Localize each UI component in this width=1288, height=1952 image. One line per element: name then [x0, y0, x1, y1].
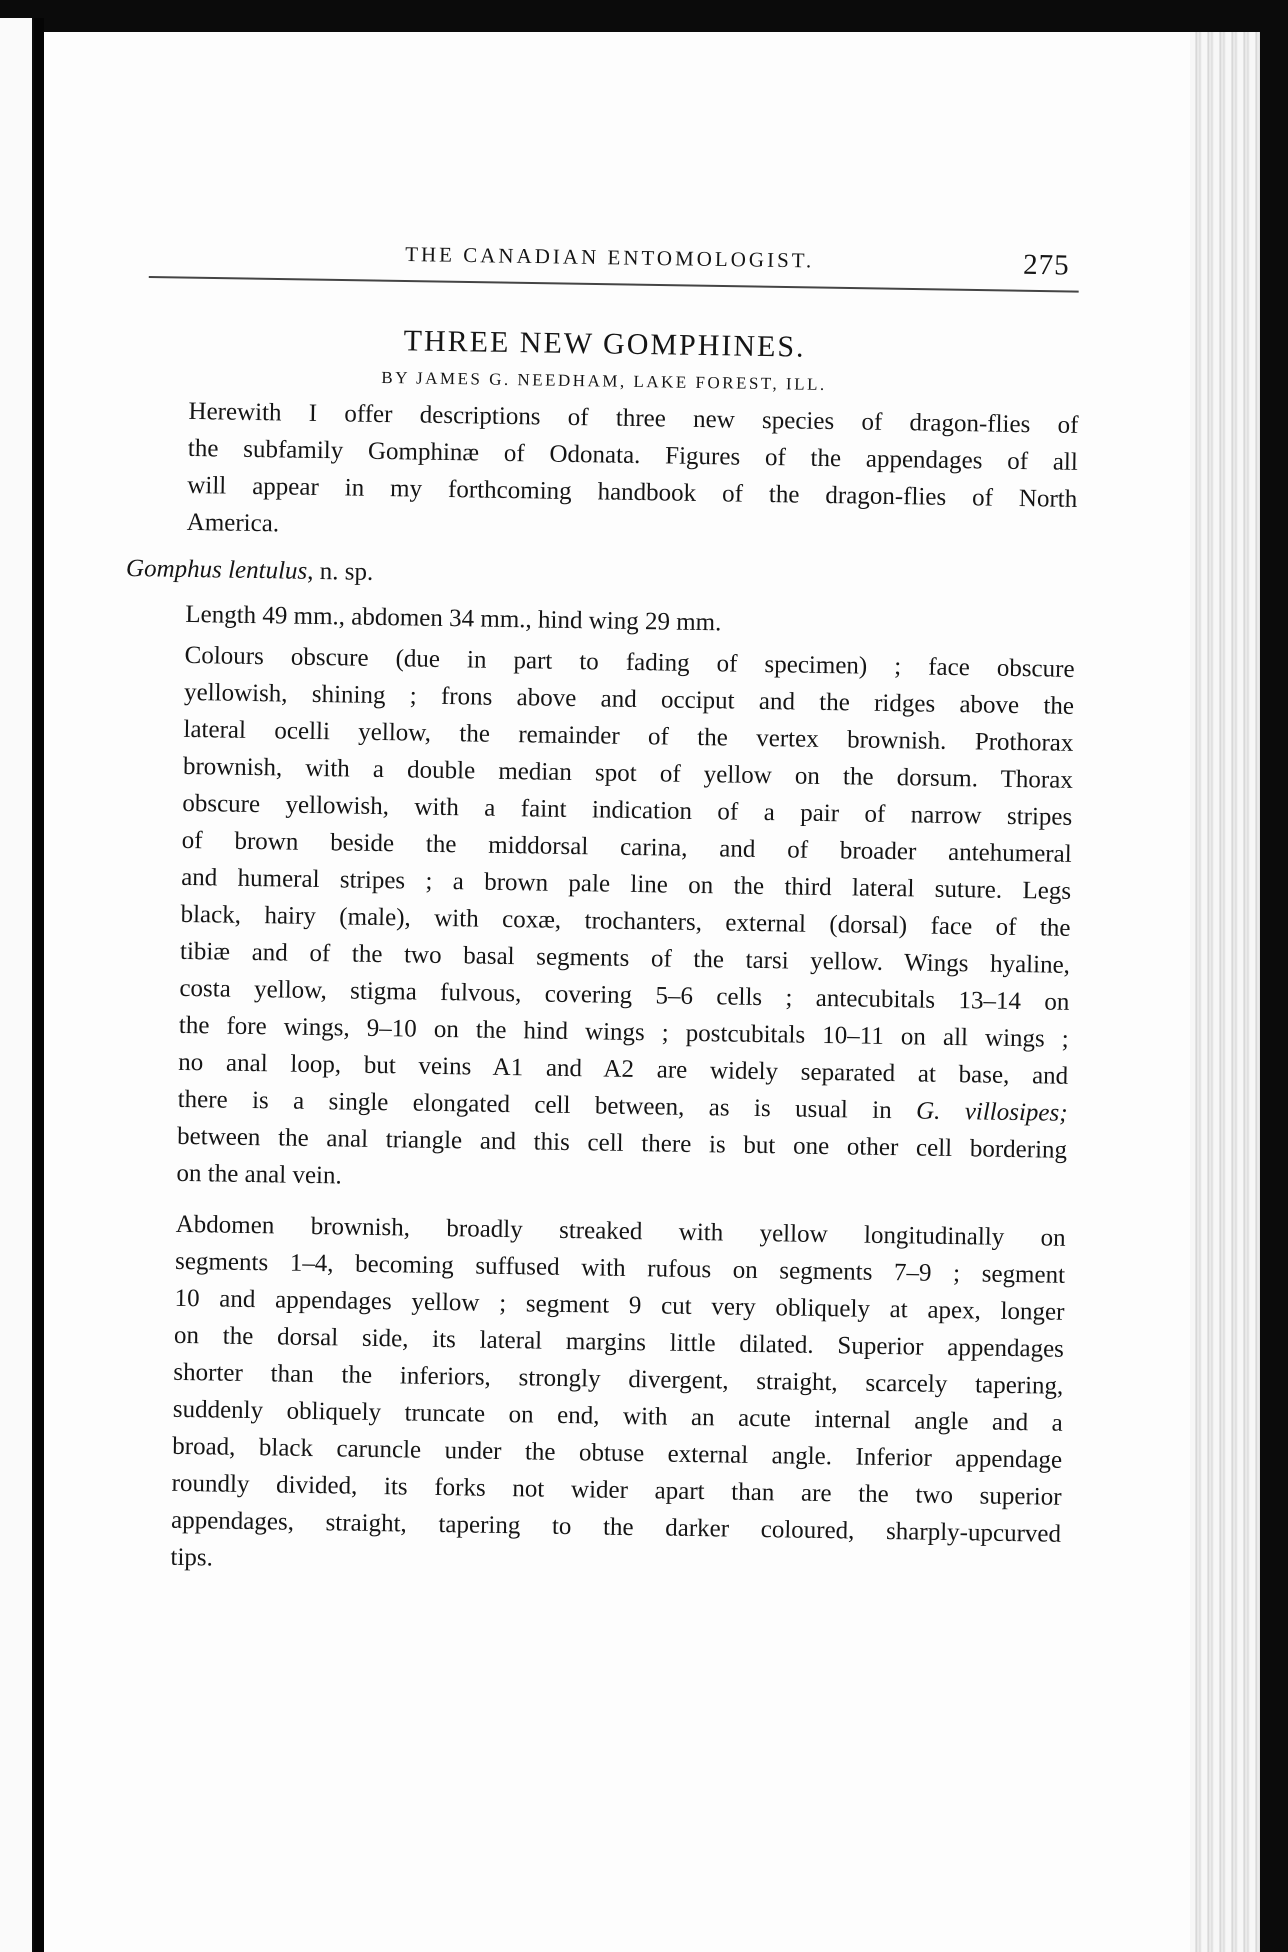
description-paragraph	[116, 636, 1075, 1206]
running-head	[149, 200, 1080, 285]
text-line: segments 1–4, becoming suffused with rufous on segments 7–9 ; segment	[174, 1247, 1066, 1289]
text-line: the fore wings, 9–10 on the hind wings ; postcubitals 10–11 on all wings ;	[178, 1011, 1069, 1053]
byline: BY JAMES G. NEEDHAM, LAKE FOREST, ILL.	[381, 367, 827, 394]
facing-page-edge	[0, 18, 32, 1952]
text-line: appendages, straight, tapering to the darker coloured, sharply-upcurved	[170, 1506, 1062, 1548]
text-line: yellowish, shining ; frons above and occiput and the ridges above the	[183, 678, 1075, 720]
text-line: costa yellow, stigma fulvous, covering 5–6 cells ; antecubitals 13–14 on	[179, 974, 1070, 1016]
species-reference: G. villosipes;	[915, 1097, 1068, 1127]
text-line: roundly divided, its forks not wider apart than are the two superior	[171, 1469, 1062, 1511]
text-line: on the dorsal side, its lateral margins little dilated. Superior appendages	[173, 1321, 1065, 1363]
text-line: tibiæ and of the two basal segments of the tarsi yellow. Wings hyaline,	[179, 937, 1071, 979]
article-title: THREE NEW GOMPHINES.	[403, 324, 806, 364]
species-heading	[126, 550, 1076, 602]
text-line: of brown beside the middorsal carina, and of broader antehumeral	[181, 826, 1072, 868]
text-line: suddenly obliquely truncate on end, with an acute internal angle and a	[172, 1395, 1063, 1437]
text-line: 10 and appendages yellow ; segment 9 cut very obliquely at apex, longer	[174, 1284, 1065, 1326]
text-line: Herewith I offer descriptions of three new species of dragon-flies of	[188, 397, 1079, 439]
page-number: 275	[1022, 248, 1070, 282]
species-name: Gomphus lentulus	[125, 554, 308, 585]
text-segment: there is a single elongated cell between, as is usual in	[177, 1085, 917, 1125]
species-suffix: , n. sp.	[307, 557, 374, 586]
text-line: broad, black caruncle under the obtuse external angle. Inferior appendage	[172, 1432, 1063, 1474]
measurements: Length 49 mm., abdomen 34 mm., hind wing 29 mm.	[185, 600, 722, 637]
text-line: lateral ocelli yellow, the remainder of the vertex brownish. Prothorax	[183, 715, 1074, 757]
text-line: and humeral stripes ; a brown pale line on the third lateral suture. Legs	[180, 863, 1072, 905]
page-stack-edge	[1190, 32, 1260, 1952]
text-line: Abdomen brownish, broadly streaked with yellow longitudinally on	[175, 1210, 1066, 1252]
text-line: brownish, with a double median spot of yellow on the dorsum. Thorax	[182, 752, 1074, 794]
text-line: on the anal vein.	[176, 1159, 342, 1190]
gutter-shadow	[34, 18, 44, 1952]
article	[110, 316, 1080, 1590]
text-line: no anal loop, but veins A1 and A2 are widely separated at base, and	[178, 1048, 1069, 1090]
text-line: America.	[186, 508, 280, 538]
abdomen-paragraph	[110, 1205, 1066, 1590]
text-line: shorter than the inferiors, strongly divergent, straight, scarcely tapering,	[173, 1358, 1064, 1400]
text-line: Colours obscure (due in part to fading of specimen) ; face obscure	[184, 641, 1075, 683]
text-line: obscure yellowish, with a faint indication of a pair of narrow stripes	[182, 789, 1073, 831]
text-line: will appear in my forthcoming handbook of the dragon-flies of North	[187, 471, 1078, 513]
text-line: tips.	[170, 1543, 214, 1572]
text-line: black, hairy (male), with coxæ, trochanters, external (dorsal) face of the	[180, 900, 1071, 942]
intro-paragraph	[126, 392, 1078, 555]
running-title: THE CANADIAN ENTOMOLOGIST.	[404, 242, 815, 273]
text-line: the subfamily Gomphinæ of Odonata. Figures of the appendages of all	[187, 434, 1079, 476]
text-line: between the anal triangle and this cell there is but one other cell bordering	[176, 1122, 1068, 1164]
